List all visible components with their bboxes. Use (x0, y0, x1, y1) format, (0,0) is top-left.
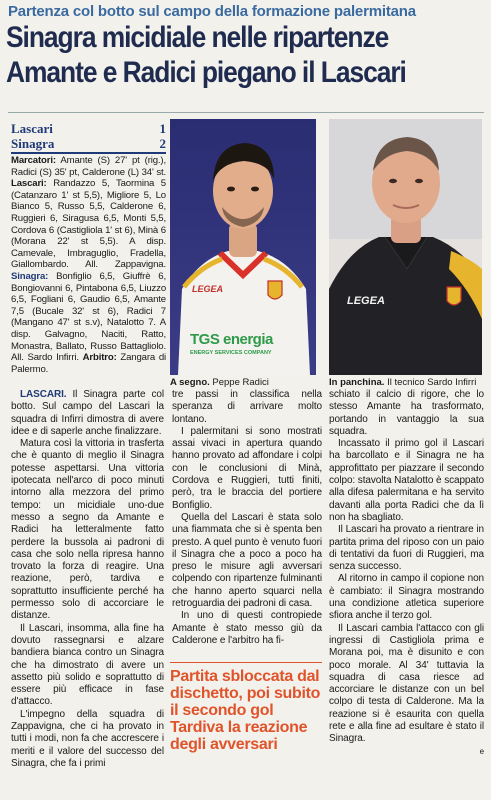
article-col1-p4: L'impegno della squadra di Zappavigna, che ci ha provato in tutti i modi, non fa che accrescere i meriti e il valore del successo del Sinagra, che fa i primi (11, 708, 164, 769)
headline-line-1: Sinagra micidiale nelle ripartenze (6, 21, 389, 54)
scorers-text: Amante (S) 27' pt (rig.), Radici (S) 35' pt, Calderone (L) 34' st. (11, 155, 166, 178)
lascari-label: Lascari: (11, 178, 47, 190)
article-col2-p2: I palermitani si sono mostrati assai vivaci in apertura quando hanno provato ad affondare i colpi con le conclusioni di Minà, Cordova e Ruggieri, tutti finiti, però, tra le braccia del portiere Bonfiglio. (172, 425, 322, 511)
article-col3-p2: Incassato il primo gol il Lascari ha barcollato e il Sinagra ne ha approfittato per piazzare il secondo colpo: stavolta Natalotto è scappato alla difesa palermitana e ha servito davanti alla porta Radici che da lì non ha sbagliato. (329, 438, 484, 523)
kicker: Partenza col botto sul campo della formazione palermitana (8, 3, 416, 20)
article-col1-p1: Il Sinagra parte col botto. Sul campo del Lascari la squadra di Infirri dimostra di avere idee e di saperle anche finalizzare. (11, 389, 164, 437)
photo2-caption-label: In panchina. (329, 377, 385, 388)
jersey-sponsor: TGS energia (190, 331, 273, 348)
photo2-caption (329, 377, 476, 388)
article-col3-p5: Il Lascari cambia l'attacco con gli ingressi di Castigliola prima e Morana poi, ma è disunito e con poco morale. Al 34' tuttavia la squadra di casa riesce ad accorciare le distanze con un bel colpo di testa di Calderone. Ma la reazione si è esaurita con quella rete e alla fine ad esultare è stato il Sinagra. (329, 622, 484, 745)
article-col3-p3: Il Lascari ha provato a rientrare in partita prima del riposo con un paio di tentativi da fuori di Ruggieri, ma senza successo. (329, 524, 484, 573)
article-column-1 (11, 389, 164, 770)
photo1-caption (170, 377, 269, 388)
article-column-2 (172, 389, 322, 647)
score-rule (11, 152, 166, 154)
article-col1-p3: Il Lascari, insomma, alla fine ha dovuto rassegnarsi e alzare bandiera bianca contro un Sinagra che ha dimostrato di avere un assetto più solido e soprattutto di essere più efficace in fase d'attacco. (11, 622, 164, 708)
sinagra-lineup: Bonfiglio 6,5, Giuffrè 6, Bongiovanni 6, Pintabona 6,5, Liuzzo 6,5, Fogliani 6, Gaudio 6,5, Amante 7,5 (Bucale 32' st 6), Radici 7 (Mangano 47' st s.v), Natalotto 7. A disp. Galvagno, Naciti, Ratto, Monastra, Ballato, Russo Battagliolo. All. Sardo Infirri. (11, 270, 166, 364)
photo1-caption-label: A segno. (170, 377, 210, 388)
author-mark: e (479, 746, 484, 756)
jersey-sponsor-sub: ENERGY SERVICES COMPANY (190, 350, 272, 356)
team2-name: Sinagra (11, 136, 55, 151)
match-details (11, 155, 166, 375)
player-photo (170, 119, 316, 375)
article-col3-p4: Al ritorno in campo il copione non è cambiato: il Sinagra mostrando una condizione atletica superiore sfiora anche il terzo gol. (329, 573, 484, 622)
jacket-brand: LEGEA (347, 295, 385, 307)
article-col2-p3: Quella del Lascari è stata solo una fiammata che si è spenta ben presto. A quel punto è venuto fuori il Sinagra che a poco a poco ha preso le misure agli avversari colpendo con ripartenze fulminanti che hanno aperto squarci nella retroguardia dei padroni di casa. (172, 511, 322, 610)
lascari-lineup: Randazzo 5, Taormina 5 (Catanzaro 1' st 5,5), Migliore 5, Lo Bianco 5, Russo 5,5, Calderone 6, Ruggieri 6, Siragusa 6,5, Monti 5,5, Cordova 6 (Castigliola 1' st 6), Minà 6 (Morana 22' st 5,5). A disp. Camevale, Imbraguglio, Fradella, Giallombardo. All. Zappavigna. (11, 178, 166, 271)
headline-rule (8, 112, 484, 113)
team1-name: Lascari (11, 121, 53, 136)
headline-line-2: Amante e Radici piegano il Lascari (6, 56, 406, 89)
article-col3-p1: schiato il calcio di rigore, che lo stesso Amante ha trasformato, portando in vantaggio la sua squadra. (329, 389, 484, 437)
photo2-caption-text: Il tecnico Sardo Infirri (387, 377, 477, 388)
referee-text: Zangara di Palermo. (11, 352, 166, 375)
pullquote: Partita sbloccata dal dischetto, poi subito il secondo gol Tardiva la reazione degli avversari (170, 668, 321, 753)
article-lead: LASCARI. (20, 389, 67, 400)
coach-photo (329, 119, 482, 375)
photo1-caption-text: Peppe Radici (212, 377, 269, 388)
article-col1-p2: Matura così la vittoria in trasferta che è quanto di meglio il Sinagra potesse aspettarsi. Una vittoria ipotecata nell'arco di poco minuti intorno alla mezzora del primo tempo: un micidiale uno-due messo a segno da Amante e Radici ha letteralmente fatto perdere la bussola ai padroni di casa che solo nella ripresa hanno trovato la forza di reagire. Una reazione, però, tardiva e soprattutto insufficiente perché ha permesso solo di accorciare le distanze. (11, 438, 164, 622)
pullquote-rule (170, 662, 322, 663)
score-box (11, 121, 166, 151)
scorers-label: Marcatori: (11, 155, 56, 166)
referee-label: Arbitro: (82, 352, 117, 364)
sinagra-label: Sinagra: (11, 270, 49, 282)
team1-goals: 1 (159, 121, 166, 136)
team2-goals: 2 (159, 136, 166, 151)
article-column-3 (329, 389, 484, 758)
coach-illustration (329, 119, 482, 375)
article-col2-p4: In uno di questi contropiede Amante è stato messo giù da Calderone e l'arbitro ha fi- (172, 610, 322, 646)
article-col2-p1: tre passi in classifica nella speranza di arrivare molto lontano. (172, 389, 322, 425)
jersey-brand: LEGEA (192, 284, 224, 294)
